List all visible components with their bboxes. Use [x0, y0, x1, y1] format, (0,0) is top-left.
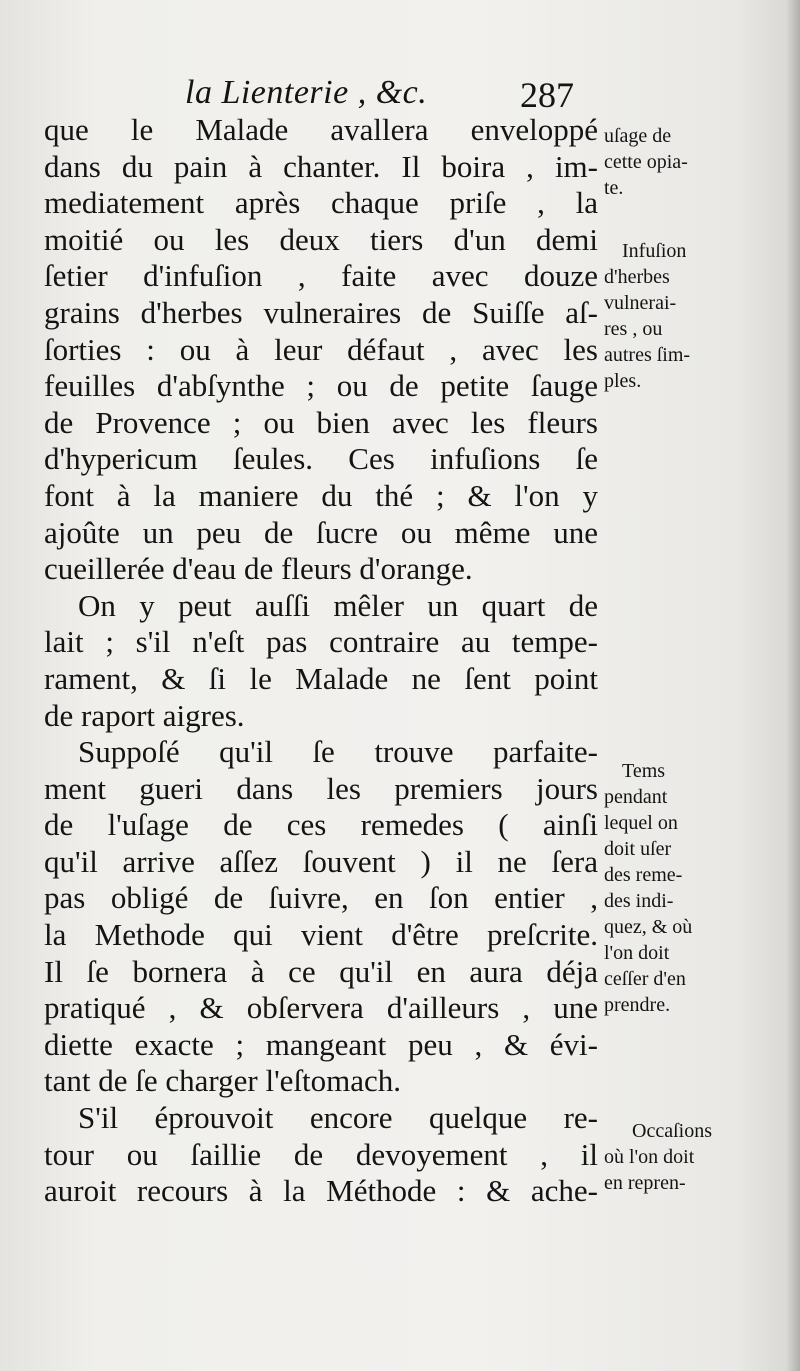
text-line: mediatement après chaque priſe , la [44, 185, 598, 221]
text-line: cueillerée d'eau de fleurs d'orange. [44, 551, 473, 587]
text-line: grains d'herbes vulneraires de Suiſſe aſ- [44, 294, 598, 330]
margin-note-line: autres ſim- [604, 344, 691, 366]
margin-note-line: doit uſer [604, 838, 672, 860]
text-line: de l'uſage de ces remedes ( ainſi [44, 807, 598, 843]
text-line: lait ; s'il n'eſt pas contraire au tempe- [44, 624, 598, 660]
paragraph-start-line: On y peut auſſi mêler un quart de [78, 587, 598, 623]
margin-note-line: Tems [622, 760, 666, 782]
text-line: la Methode qui vient d'être preſcrite. [44, 917, 598, 953]
text-line: tour ou ſaillie de devoyement , il [44, 1136, 598, 1172]
text-line: ment gueri dans les premiers jours [44, 770, 598, 806]
text-line: diette exacte ; mangeant peu , & évi- [44, 1026, 598, 1062]
paragraph-start-line: S'il éprouvoit encore quelque re- [78, 1100, 598, 1136]
text-line: ſetier d'infuſion , faite avec douze [44, 258, 598, 294]
text-line: d'hypericum ſeules. Ces infuſions ſe [44, 441, 598, 477]
page-number: 287 [520, 75, 574, 115]
paragraph-start-line: Suppoſé qu'il ſe trouve parfaite- [78, 734, 598, 770]
margin-note-duration [604, 758, 754, 1018]
margin-note-line: d'herbes [604, 266, 670, 288]
page-edge-shadow [786, 0, 800, 1371]
margin-note-infusion [604, 238, 754, 394]
margin-note-line: uſage de [604, 125, 672, 147]
text-line: de Provence ; ou bien avec les fleurs [44, 404, 598, 440]
main-text-block [44, 112, 598, 1210]
text-line: rament, & ſi le Malade ne ſent point [44, 660, 598, 696]
margin-note-line: res , ou [604, 318, 663, 340]
text-line: pas obligé de ſuivre, en ſon entier , [44, 880, 598, 916]
text-line: de raport aigres. [44, 697, 245, 733]
margin-note-line: des reme- [604, 864, 683, 886]
text-line: font à la maniere du thé ; & l'on y [44, 477, 598, 513]
margin-note-opiate-use [604, 123, 754, 201]
margin-note-line: te. [604, 177, 624, 199]
text-line: ajoûte un peu de ſucre ou même une [44, 514, 598, 550]
text-line: tant de ſe charger l'eſtomach. [44, 1063, 402, 1099]
margin-note-line: ceſſer d'en [604, 968, 686, 990]
text-line: qu'il arrive aſſez ſouvent ) il ne ſera [44, 843, 598, 879]
margin-note-line: lequel on [604, 812, 678, 834]
margin-note-line: quez, & où [604, 916, 693, 938]
margin-note-line: l'on doit [604, 942, 670, 964]
margin-note-line: Occaſions [632, 1120, 712, 1142]
margin-note-line: des indi- [604, 890, 674, 912]
margin-note-line: en repren- [604, 1172, 686, 1194]
margin-note-line: vulnerai- [604, 292, 677, 314]
text-line: Il ſe bornera à ce qu'il en aura déja [44, 953, 598, 989]
margin-note-line: prendre. [604, 994, 671, 1016]
margin-note-line: Infuſion [622, 240, 687, 262]
text-line: ſorties : ou à leur défaut , avec les [44, 331, 598, 367]
text-line: auroit recours à la Méthode : & ache- [44, 1173, 598, 1209]
running-head: la Lienterie , &c. [185, 74, 428, 111]
text-line: dans du pain à chanter. Il boira , im- [44, 148, 598, 184]
margin-note-line: cette opia- [604, 151, 688, 173]
text-line: moitié ou les deux tiers d'un demi [44, 221, 598, 257]
margin-note-occasions [604, 1118, 754, 1196]
margin-note-line: ples. [604, 370, 642, 392]
text-line: feuilles d'abſynthe ; ou de petite ſauge [44, 368, 598, 404]
text-line: que le Malade avallera enveloppé [44, 112, 598, 147]
margin-note-line: pendant [604, 786, 668, 808]
text-line: pratiqué , & obſervera d'ailleurs , une [44, 990, 598, 1026]
margin-note-line: où l'on doit [604, 1146, 695, 1168]
